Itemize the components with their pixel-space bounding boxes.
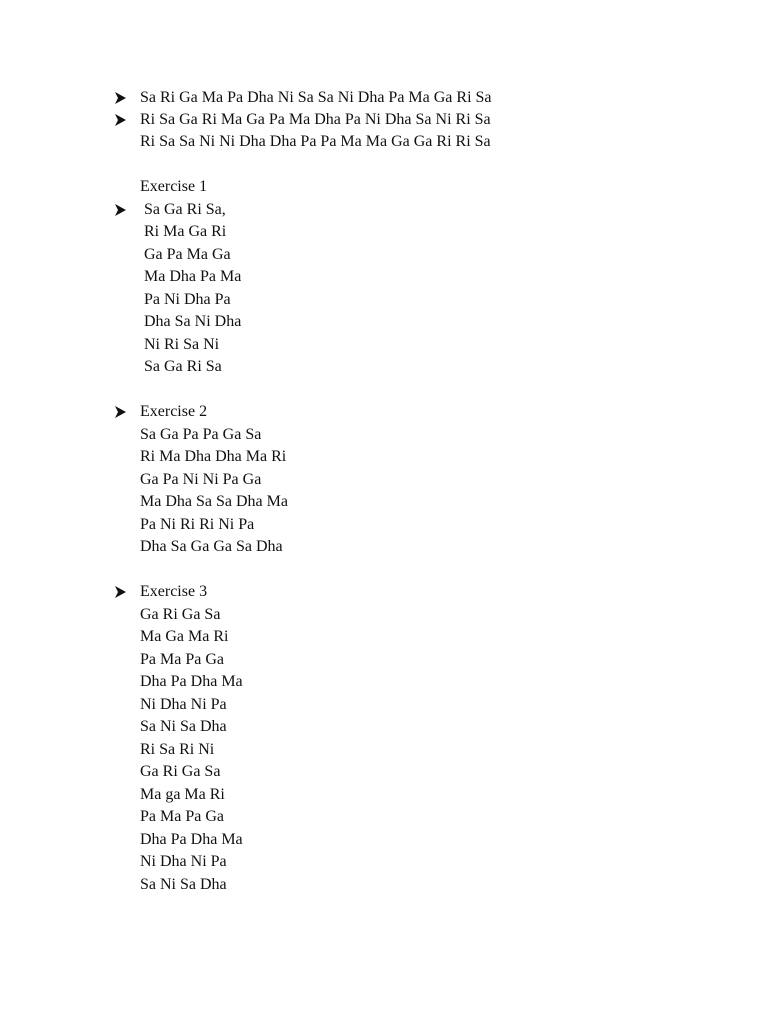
exercise-2-line: Ma Dha Sa Sa Dha Ma [140, 493, 288, 510]
exercise-3-line: Ga Ri Ga Sa [140, 606, 221, 623]
exercise-3-line: Sa Ni Sa Dha [140, 876, 227, 893]
exercise-3-line: Sa Ni Sa Dha [140, 718, 227, 735]
exercise-1-line: Ma Dha Pa Ma [144, 268, 242, 285]
exercise-1-line: Dha Sa Ni Dha [144, 313, 242, 330]
exercise-2-title: Exercise 2 [140, 403, 208, 420]
exercise-1-line: Ni Ri Sa Ni [144, 336, 220, 353]
exercise-1-line: Sa Ga Ri Sa [144, 358, 222, 375]
intro-line-1: Sa Ri Ga Ma Pa Dha Ni Sa Sa Ni Dha Pa Ma Ga Ri Sa [140, 89, 492, 106]
exercise-1-line: Ga Pa Ma Ga [144, 246, 231, 263]
arrowhead-bullet-icon [114, 401, 128, 423]
exercise-3-line: Ma Ga Ma Ri [140, 628, 229, 645]
exercise-3-line: Dha Pa Dha Ma [140, 831, 243, 848]
arrowhead-bullet-icon [114, 199, 128, 221]
exercise-1-line: Ri Ma Ga Ri [144, 223, 227, 240]
exercise-2-line: Pa Ni Ri Ri Ni Pa [140, 516, 255, 533]
exercise-3-line: Pa Ma Pa Ga [140, 808, 224, 825]
exercise-2-line: Ri Ma Dha Dha Ma Ri [140, 448, 287, 465]
arrowhead-bullet-icon [114, 581, 128, 603]
exercise-3-line: Ni Dha Ni Pa [140, 696, 227, 713]
intro-line-3: Ri Sa Sa Ni Ni Dha Dha Pa Pa Ma Ma Ga Ga Ri Ri Sa [140, 133, 491, 150]
exercise-2-line: Ga Pa Ni Ni Pa Ga [140, 471, 262, 488]
arrowhead-bullet-icon [114, 109, 128, 131]
exercise-3-line: Ga Ri Ga Sa [140, 763, 221, 780]
exercise-1-line: Sa Ga Ri Sa, [144, 201, 226, 218]
exercise-3-title: Exercise 3 [140, 583, 208, 600]
exercise-2-line: Dha Sa Ga Ga Sa Dha [140, 538, 283, 555]
intro-line-2: Ri Sa Ga Ri Ma Ga Pa Ma Dha Pa Ni Dha Sa Ni Ri Sa [140, 111, 491, 128]
exercise-3-line: Pa Ma Pa Ga [140, 651, 224, 668]
arrowhead-bullet-icon [114, 87, 128, 109]
exercise-3-line: Ri Sa Ri Ni [140, 741, 215, 758]
exercise-3-line: Dha Pa Dha Ma [140, 673, 243, 690]
exercise-3-line: Ni Dha Ni Pa [140, 853, 227, 870]
exercise-2-line: Sa Ga Pa Pa Ga Sa [140, 426, 262, 443]
exercise-1-title: Exercise 1 [140, 178, 208, 195]
exercise-3-line: Ma ga Ma Ri [140, 786, 225, 803]
exercise-1-line: Pa Ni Dha Pa [144, 291, 231, 308]
